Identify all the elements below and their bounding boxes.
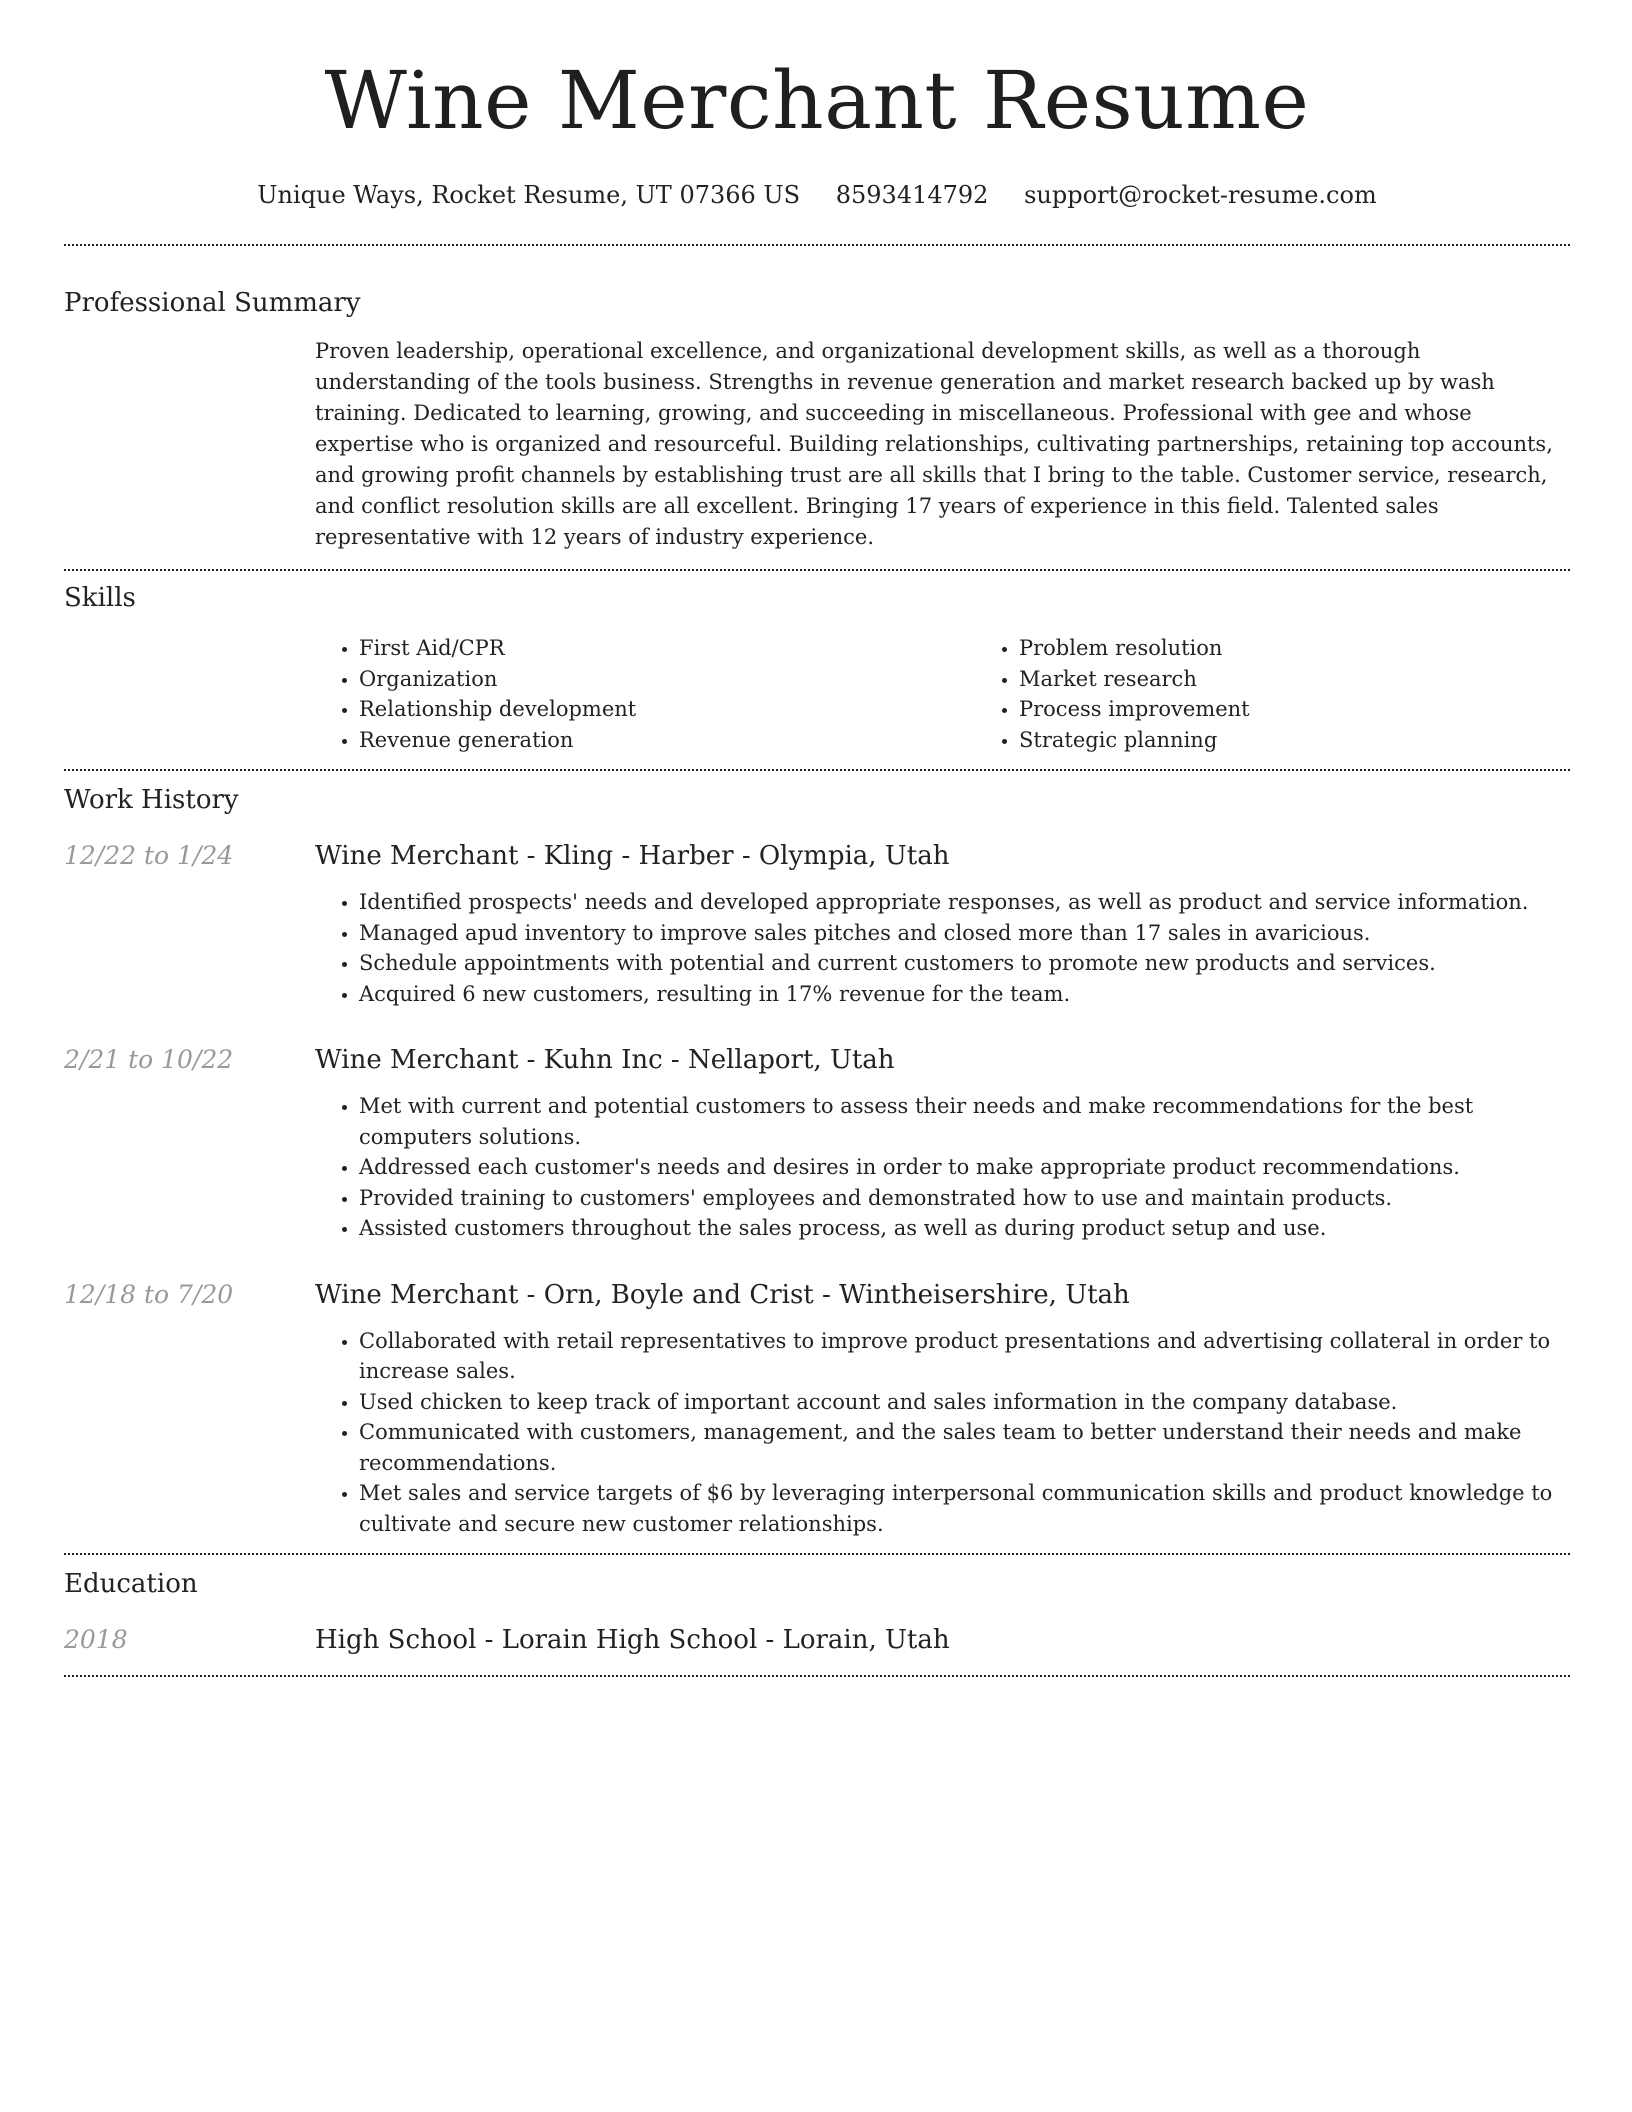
contact-phone: 8593414792 xyxy=(835,181,989,209)
job-bullets xyxy=(315,1091,1570,1244)
job-bullets xyxy=(315,887,1570,1009)
skills-section xyxy=(64,581,1570,755)
education-title: High School - Lorain High School - Lorain, Utah xyxy=(315,1625,950,1655)
education-entry xyxy=(64,1623,1570,1657)
job-dates: 12/18 to 7/20 xyxy=(64,1279,234,1309)
education-year: 2018 xyxy=(64,1625,128,1654)
skill-item: • Problem resolution xyxy=(1019,633,1632,664)
contact-line xyxy=(64,178,1570,212)
divider xyxy=(64,1675,1570,1677)
job-bullet: • Identified prospects' needs and developed appropriate responses, as well as product and service information. xyxy=(359,887,1570,918)
work-heading: Work History xyxy=(64,785,239,815)
job-dates: 2/21 to 10/22 xyxy=(64,1045,234,1074)
skill-item: • Market research xyxy=(1019,664,1632,695)
divider xyxy=(64,244,1570,246)
job-bullet: • Assisted customers throughout the sales process, as well as during product setup and use. xyxy=(359,1213,1570,1244)
job-bullet: • Managed apud inventory to improve sales pitches and closed more than 17 sales in avaricious. xyxy=(359,918,1570,949)
job-title: Wine Merchant - Kuhn Inc - Nellaport, Utah xyxy=(315,1045,895,1075)
resume-page xyxy=(64,0,1570,1677)
skill-item: • Relationship development xyxy=(359,694,975,725)
skill-item: • Organization xyxy=(359,664,975,695)
summary-text: Proven leadership, operational excellence, and organizational development skills, as well as a thorough understanding of the tools business. Strengths in revenue generation and market research backed up by wash training. Dedicated to learning, growing, and succeeding in miscellaneous. Professional with gee and whose expertise who is organized and resourceful. Building relationships, cultivating partnerships, retaining top accounts, and growing profit channels by establishing trust are all skills that I bring to the table. Customer service, research, and conflict resolution skills are all excellent. Bringing 17 years of experience in this field. Talented sales representative with 12 years of industry experience. xyxy=(315,339,1553,549)
resume-title: Wine Merchant Resume xyxy=(324,54,1310,147)
job-bullets xyxy=(315,1326,1570,1540)
job-entry xyxy=(64,1278,1570,1540)
job-bullet: • Collaborated with retail representatives to improve product presentations and advertising collateral in order to increase sales. xyxy=(359,1326,1570,1387)
job-bullet: • Schedule appointments with potential and current customers to promote new products and services. xyxy=(359,948,1570,979)
job-bullet: • Used chicken to keep track of important account and sales information in the company database. xyxy=(359,1387,1570,1418)
job-bullet: • Met with current and potential customers to assess their needs and make recommendations for the best computers solutions. xyxy=(359,1091,1570,1152)
job-entry xyxy=(64,1043,1570,1244)
divider xyxy=(64,769,1570,771)
job-title: Wine Merchant - Kling - Harber - Olympia, Utah xyxy=(315,841,950,871)
job-title: Wine Merchant - Orn, Boyle and Crist - Wintheisershire, Utah xyxy=(315,1279,1130,1310)
contact-email: support@rocket-resume.com xyxy=(1024,181,1377,209)
skill-item: • Strategic planning xyxy=(1019,725,1632,756)
work-section xyxy=(64,783,1570,1539)
job-entry xyxy=(64,839,1570,1009)
job-bullet: • Addressed each customer's needs and desires in order to make appropriate product recommendations. xyxy=(359,1152,1570,1183)
skill-item: • Process improvement xyxy=(1019,694,1632,725)
skill-item: • Revenue generation xyxy=(359,725,975,756)
summary-section xyxy=(64,286,1570,553)
skill-item: • First Aid/CPR xyxy=(359,633,975,664)
job-bullet: • Acquired 6 new customers, resulting in 17% revenue for the team. xyxy=(359,979,1570,1010)
summary-heading: Professional Summary xyxy=(64,288,361,318)
job-dates: 12/22 to 1/24 xyxy=(64,841,234,870)
skills-list-left xyxy=(315,633,975,755)
divider xyxy=(64,569,1570,571)
contact-address: Unique Ways, Rocket Resume, UT 07366 US xyxy=(257,181,801,209)
education-section xyxy=(64,1567,1570,1657)
job-bullet: • Provided training to customers' employees and demonstrated how to use and maintain products. xyxy=(359,1183,1570,1214)
skills-list-right xyxy=(975,633,1632,755)
job-bullet: • Communicated with customers, management, and the sales team to better understand their needs and make recommendations. xyxy=(359,1417,1570,1478)
job-bullet: • Met sales and service targets of $6 by leveraging interpersonal communication skills and product knowledge to cultivate and secure new customer relationships. xyxy=(359,1478,1570,1539)
skills-heading: Skills xyxy=(64,583,136,613)
education-heading: Education xyxy=(64,1569,198,1599)
divider xyxy=(64,1553,1570,1555)
